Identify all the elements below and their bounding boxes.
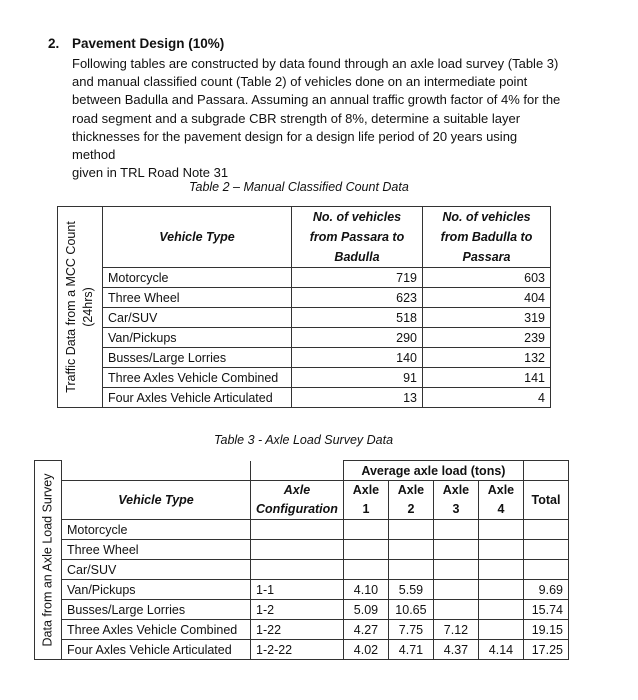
question-line: road segment and a subgrade CBR strength of 8%, determine a suitable layer <box>72 110 521 126</box>
header-line: Axle <box>487 483 515 497</box>
total-cell: 9.69 <box>523 580 568 600</box>
vehicle-type-cell: Three Axles Vehicle Combined <box>62 620 251 640</box>
vehicle-type-cell: Motorcycle <box>103 268 292 288</box>
table3-header-axle4 <box>478 481 523 520</box>
config-cell <box>251 560 344 580</box>
table3-header-blank <box>251 461 344 481</box>
axle-load-cell <box>343 520 388 540</box>
table2-header-from-passara <box>292 207 423 268</box>
count-cell: 141 <box>423 368 551 388</box>
question-line: and manual classified count (Table 2) of vehicles done on an intermediate point <box>72 74 528 90</box>
question-line: Following tables are constructed by data found through an axle load survey (Table 3) <box>72 56 559 71</box>
count-cell: 13 <box>292 388 423 408</box>
count-cell: 518 <box>292 308 423 328</box>
axle-load-cell: 7.75 <box>388 620 433 640</box>
axle-load-cell: 10.65 <box>388 600 433 620</box>
table-row <box>58 388 551 408</box>
total-cell: 17.25 <box>523 640 568 660</box>
header-line: Axle <box>352 483 380 497</box>
axle-load-cell <box>478 600 523 620</box>
table-row <box>35 520 569 540</box>
question-line: between Badulla and Passara. Assuming an annual traffic growth factor of 4% for the <box>72 92 561 108</box>
table-row <box>35 600 569 620</box>
axle-load-cell: 5.09 <box>343 600 388 620</box>
vehicle-type-cell: Three Axles Vehicle Combined <box>103 368 292 388</box>
config-cell: 1-1 <box>251 580 344 600</box>
vehicle-type-cell: Car/SUV <box>103 308 292 328</box>
table3-side-label-text: Data from an Axle Load Survey <box>40 473 55 647</box>
header-line: Axle <box>397 483 425 497</box>
table-row <box>58 368 551 388</box>
table3-header-axle-config <box>251 481 344 520</box>
vehicle-type-cell: Car/SUV <box>62 560 251 580</box>
table3-header-axle3 <box>433 481 478 520</box>
axle-load-cell: 5.59 <box>388 580 433 600</box>
axle-load-cell <box>433 560 478 580</box>
axle-load-cell <box>433 600 478 620</box>
question-body <box>72 55 562 182</box>
axle-load-cell <box>478 520 523 540</box>
table-row <box>35 540 569 560</box>
vehicle-type-cell: Busses/Large Lorries <box>103 348 292 368</box>
axle-load-cell: 4.10 <box>343 580 388 600</box>
question-title: Pavement Design (10%) <box>72 36 225 51</box>
total-cell <box>523 560 568 580</box>
total-cell <box>523 540 568 560</box>
axle-load-cell: 4.02 <box>343 640 388 660</box>
question-line: thicknesses for the pavement design for a design life period of 20 years using method <box>72 128 518 163</box>
vehicle-type-cell: Four Axles Vehicle Articulated <box>62 640 251 660</box>
table3-header-vehicle-type: Vehicle Type <box>62 481 251 520</box>
count-cell: 290 <box>292 328 423 348</box>
table3-header-axle2 <box>388 481 433 520</box>
vehicle-type-cell: Four Axles Vehicle Articulated <box>103 388 292 408</box>
axle-load-cell <box>433 520 478 540</box>
table2-header-vehicle-type: Vehicle Type <box>103 207 292 268</box>
axle-load-cell <box>388 540 433 560</box>
axle-load-cell <box>478 540 523 560</box>
table3-caption: Table 3 - Axle Load Survey Data <box>214 433 394 447</box>
vehicle-type-cell: Van/Pickups <box>62 580 251 600</box>
table3-header-blank <box>523 461 568 481</box>
count-cell: 140 <box>292 348 423 368</box>
axle-load-cell: 4.71 <box>388 640 433 660</box>
header-line: Configuration <box>256 502 338 516</box>
axle-load-cell <box>478 560 523 580</box>
vehicle-type-cell: Motorcycle <box>62 520 251 540</box>
vehicle-type-cell: Van/Pickups <box>103 328 292 348</box>
table-row <box>58 268 551 288</box>
total-cell: 15.74 <box>523 600 568 620</box>
count-cell: 623 <box>292 288 423 308</box>
axle-load-cell <box>478 620 523 640</box>
table-row <box>58 328 551 348</box>
axle-load-cell <box>388 560 433 580</box>
header-line: No. of vehicles <box>312 210 402 224</box>
header-line: No. of vehicles <box>442 210 531 224</box>
axle-load-cell: 7.12 <box>433 620 478 640</box>
vehicle-type-cell: Busses/Large Lorries <box>62 600 251 620</box>
count-cell: 132 <box>423 348 551 368</box>
count-cell: 4 <box>423 388 551 408</box>
header-line: Axle <box>283 483 311 497</box>
table3-axle-load <box>34 460 569 660</box>
table2-caption: Table 2 – Manual Classified Count Data <box>189 180 409 194</box>
config-cell: 1-2 <box>251 600 344 620</box>
table-row <box>58 308 551 328</box>
table2-side-label <box>58 207 103 408</box>
axle-load-cell: 4.27 <box>343 620 388 640</box>
count-cell: 319 <box>423 308 551 328</box>
header-line: from Passara to <box>309 230 405 244</box>
config-cell: 1-2-22 <box>251 640 344 660</box>
question-number: 2. <box>48 36 60 51</box>
table-row <box>35 620 569 640</box>
config-cell: 1-22 <box>251 620 344 640</box>
table3-side-label <box>35 461 62 660</box>
table2-side-label-line2: (24hrs) <box>81 287 95 327</box>
axle-load-cell <box>478 580 523 600</box>
table-row <box>35 560 569 580</box>
axle-load-cell: 4.14 <box>478 640 523 660</box>
table-row <box>58 288 551 308</box>
header-line: 4 <box>497 502 505 516</box>
count-cell: 603 <box>423 268 551 288</box>
table2-side-label-line1: Traffic Data from a MCC Count <box>64 221 78 393</box>
axle-load-cell <box>433 540 478 560</box>
axle-load-cell <box>433 580 478 600</box>
table3-header-axle1 <box>343 481 388 520</box>
table2-header-from-badulla <box>423 207 551 268</box>
header-line: Passara <box>462 250 511 264</box>
header-line: 1 <box>362 502 370 516</box>
table3-header-average-load: Average axle load (tons) <box>343 461 523 481</box>
total-cell <box>523 520 568 540</box>
total-cell: 19.15 <box>523 620 568 640</box>
count-cell: 239 <box>423 328 551 348</box>
table-row <box>35 640 569 660</box>
table2-mcc <box>57 206 551 408</box>
vehicle-type-cell: Three Wheel <box>62 540 251 560</box>
header-line: 3 <box>452 502 460 516</box>
axle-load-cell: 4.37 <box>433 640 478 660</box>
table3-header-blank <box>62 461 251 481</box>
header-line: Badulla <box>334 250 380 264</box>
table3-header-total: Total <box>523 481 568 520</box>
axle-load-cell <box>388 520 433 540</box>
table-row <box>58 348 551 368</box>
axle-load-cell <box>343 560 388 580</box>
count-cell: 91 <box>292 368 423 388</box>
header-line: Axle <box>442 483 470 497</box>
table-row <box>35 580 569 600</box>
count-cell: 404 <box>423 288 551 308</box>
vehicle-type-cell: Three Wheel <box>103 288 292 308</box>
config-cell <box>251 540 344 560</box>
config-cell <box>251 520 344 540</box>
header-line: from Badulla to <box>440 230 533 244</box>
count-cell: 719 <box>292 268 423 288</box>
question-line: given in TRL Road Note 31 <box>72 165 229 181</box>
header-line: 2 <box>407 502 415 516</box>
axle-load-cell <box>343 540 388 560</box>
